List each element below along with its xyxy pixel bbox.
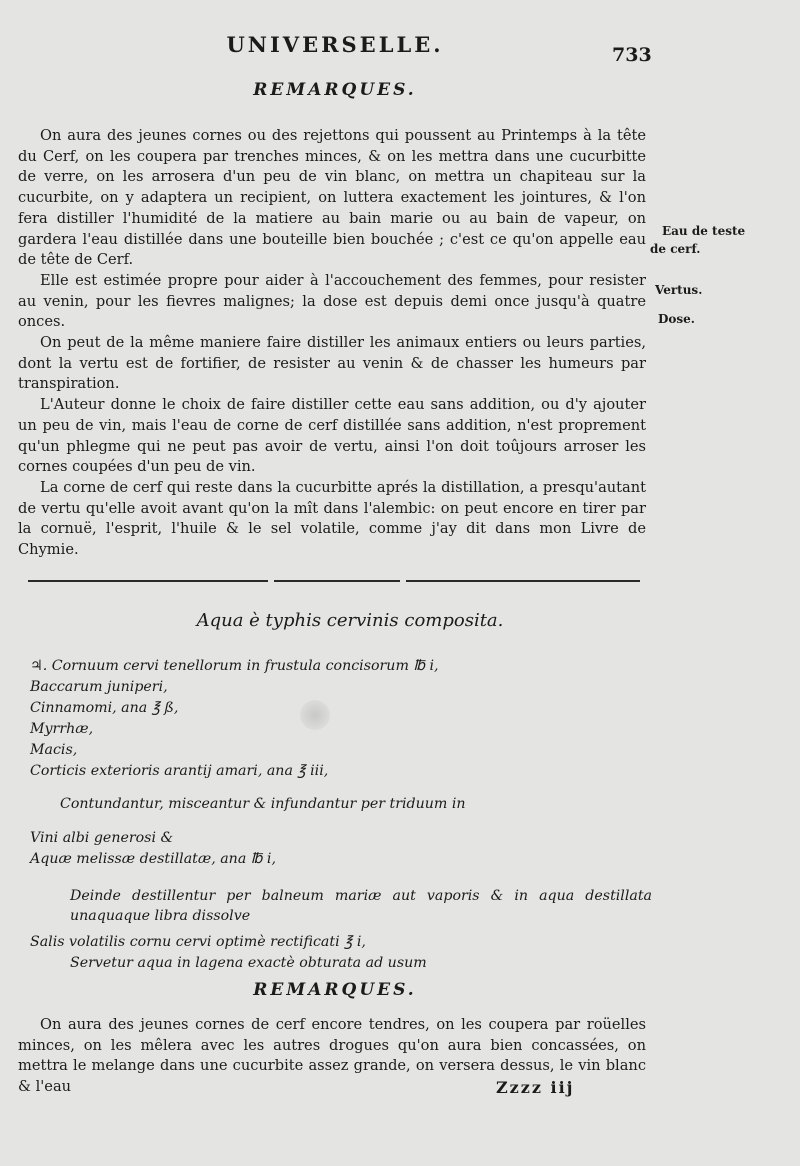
margin-note-de-cerf: de cerf. bbox=[650, 242, 701, 256]
divider-rule bbox=[406, 580, 640, 582]
running-title: UNIVERSELLE. bbox=[226, 32, 444, 57]
recipe-line: Salis volatilis cornu cervi optimè rectificati ℥ i, bbox=[30, 934, 366, 950]
recipe-line: ♃. Cornuum cervi tenellorum in frustula concisorum ℔ i, bbox=[30, 658, 439, 674]
recipe-line: Myrrhæ, bbox=[30, 721, 94, 737]
paragraph: On peut de la même maniere faire distiller les animaux entiers ou leurs parties, dont la vertu est de fortifier, de resister au venin & de chasser les humeurs par transpiration. bbox=[18, 334, 646, 393]
paragraph: La corne de cerf qui reste dans la cucurbitte aprés la distillation, a presqu'autant de vertu qu'elle avoit avant qu'on la mît dans l'alembic: on peut encore en tirer par la cornuë, l'esprit, l'huile & le sel volatile, comme j'ay dit dans mon Livre de Chymie. bbox=[18, 478, 646, 559]
paragraph: On aura des jeunes cornes ou des rejettons qui poussent au Printemps à la tête du Cerf, on les coupera par trenches minces, & on les mettra dans une cucurbitte de verre, on les arrosera d'un peu de vin blanc, on mettra un chapiteau sur la cucurbite, on y adaptera un recipient, on luttera exactement les jointures, & l'on fera distiller l'humidité de la matiere au bain marie ou au bain de vapeur, on gardera l'eau distillée dans une bouteille bien bouchée ; c'est ce qu'on appelle eau de tête de Cerf. bbox=[18, 127, 646, 269]
recipe-line: Aquæ melissæ destillatæ, ana ℔ i, bbox=[30, 851, 276, 867]
paragraph: On aura des jeunes cornes de cerf encore tendres, on les coupera par roüelles minces, on les mêlera avec les autres drogues qu'on aura bien concassées, on mettra le melange dans une cucurbite assez grande, on versera dessus, le vin blanc & l'eau bbox=[18, 1016, 646, 1096]
recipe-title: Aqua è typhis cervinis composita. bbox=[196, 610, 504, 631]
remarques-text bbox=[18, 126, 646, 561]
recipe-line: Cinnamomi, ana ℥ ß, bbox=[30, 700, 179, 716]
paragraph: Elle est estimée propre pour aider à l'accouchement des femmes, pour resister au venin, pour les fievres malignes; la dose est depuis demi once jusqu'à quatre onces. bbox=[18, 271, 646, 331]
recipe-line: Vini albi generosi & bbox=[30, 830, 174, 846]
paragraph: L'Auteur donne le choix de faire distiller cette eau sans addition, ou d'y ajouter un peu de vin, mais l'eau de corne de cerf distillée sans addition, n'est proprement qu'un phlegme qui ne peut pas avoir de vertu, ainsi l'on doit toûjours arroser les cornes coupées d'un peu de vin. bbox=[18, 396, 646, 476]
divider-rule bbox=[28, 580, 268, 582]
margin-note-dose: Dose. bbox=[658, 312, 695, 326]
divider-rule bbox=[274, 580, 400, 582]
section-divider bbox=[28, 580, 640, 584]
section-heading-remarques: REMARQUES. bbox=[253, 80, 417, 100]
recipe-line: Macis, bbox=[30, 742, 78, 758]
recipe-line: Contundantur, misceantur & infundantur per triduum in bbox=[60, 796, 466, 812]
recipe-line: Deinde destillentur per balneum mariæ aut vaporis & in aqua destillata unaquaque libra dissolve bbox=[70, 888, 652, 924]
recipe-line: Corticis exterioris arantij amari, ana ℥ iii, bbox=[30, 763, 329, 779]
recipe-line: Baccarum juniperi, bbox=[30, 679, 168, 695]
margin-note-vertus: Vertus. bbox=[655, 283, 703, 297]
recipe-line: Servetur aqua in lagena exactè obturata ad usum bbox=[70, 955, 427, 971]
signature-mark: Zzzz iij bbox=[496, 1078, 575, 1097]
section-heading-remarques-2: REMARQUES. bbox=[253, 980, 417, 1000]
margin-note-eau-de-teste: Eau de teste bbox=[662, 224, 746, 238]
page-number: 733 bbox=[612, 44, 652, 66]
paper-stain bbox=[300, 700, 330, 730]
